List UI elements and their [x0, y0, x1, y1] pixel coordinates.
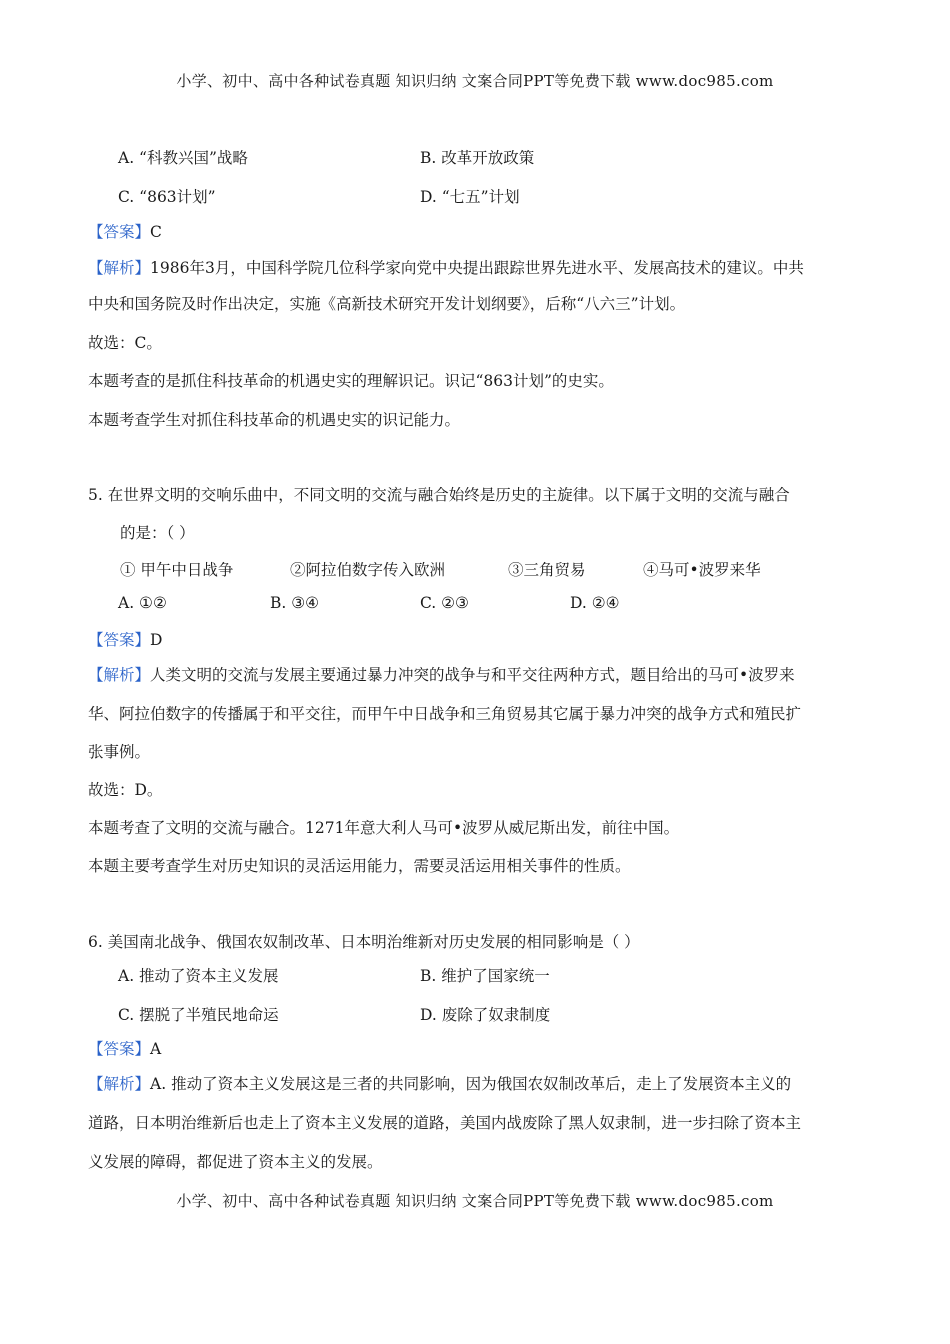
q6-option-b: B. 维护了国家统一 — [420, 967, 550, 985]
answer-value: D — [150, 631, 163, 649]
q6-analysis-line-3: 义发展的障碍，都促进了资本主义的发展。 — [88, 1153, 383, 1171]
q6-answer — [88, 1037, 161, 1059]
page-header: 小学、初中、高中各种试卷真题 知识归纳 文案合同PPT等免费下载 www.doc985.com — [176, 72, 774, 90]
q5-stem-line-2: 的是：（ ） — [120, 524, 195, 542]
q5-choose: 故选：D。 — [88, 781, 163, 799]
answer-tag: 【答案】 — [88, 631, 151, 649]
q6-option-a: A. 推动了资本主义发展 — [118, 967, 279, 985]
q5-option-b: B. ③④ — [270, 594, 320, 612]
q5-item-4: ④马可•波罗来华 — [643, 561, 761, 579]
q4-note-2: 本题考查学生对抓住科技革命的机遇史实的识记能力。 — [88, 411, 461, 429]
q6-option-c: C. 摆脱了半殖民地命运 — [118, 1006, 279, 1024]
q5-note-1: 本题考查了文明的交流与融合。1271年意大利人马可•波罗从威尼斯出发，前往中国。 — [88, 819, 680, 837]
q4-analysis-line-2: 中央和国务院及时作出决定，实施《高新技术研究开发计划纲要》，后称“八六三”计划。 — [88, 295, 686, 313]
q6-analysis-line-2: 道路，日本明治维新后也走上了资本主义发展的道路，美国内战废除了黑人奴隶制，进一步扫除了资本主 — [88, 1114, 802, 1132]
q5-analysis-line-1 — [88, 663, 795, 685]
answer-value: C — [150, 223, 162, 241]
q6-analysis-line-1 — [88, 1072, 791, 1094]
page-footer: 小学、初中、高中各种试卷真题 知识归纳 文案合同PPT等免费下载 www.doc985.com — [176, 1192, 774, 1210]
answer-value: A — [150, 1040, 162, 1058]
q5-option-c: C. ②③ — [420, 594, 469, 612]
q5-answer — [88, 628, 162, 650]
q4-option-c: C. “863计划” — [118, 188, 216, 206]
q5-stem-line-1: 5. 在世界文明的交响乐曲中，不同文明的交流与融合始终是历史的主旋律。以下属于文明的交流与融合 — [88, 486, 790, 504]
q4-note-1: 本题考查的是抓住科技革命的机遇史实的理解识记。识记“863计划”的史实。 — [88, 372, 614, 390]
analysis-text: A. 推动了资本主义发展这是三者的共同影响，因为俄国农奴制改革后，走上了发展资本主义的 — [150, 1075, 792, 1093]
q4-analysis-line-1 — [88, 256, 804, 278]
analysis-tag: 【解析】 — [88, 1075, 151, 1093]
analysis-tag: 【解析】 — [88, 259, 151, 277]
q4-option-d: D. “七五”计划 — [420, 188, 520, 206]
analysis-tag: 【解析】 — [88, 666, 151, 684]
q5-item-3: ③三角贸易 — [508, 561, 586, 579]
q5-analysis-line-2: 华、阿拉伯数字的传播属于和平交往，而甲午中日战争和三角贸易其它属于暴力冲突的战争方式和殖民扩 — [88, 705, 802, 723]
q4-choose: 故选：C。 — [88, 334, 162, 352]
analysis-text: 1986年3月，中国科学院几位科学家向党中央提出跟踪世界先进水平、发展高技术的建议。中共 — [150, 259, 804, 277]
q5-option-a: A. ①② — [118, 594, 167, 612]
answer-tag: 【答案】 — [88, 1040, 151, 1058]
answer-tag: 【答案】 — [88, 223, 151, 241]
q5-analysis-line-3: 张事例。 — [88, 743, 151, 761]
analysis-text: 人类文明的交流与发展主要通过暴力冲突的战争与和平交往两种方式，题目给出的马可•波罗来 — [150, 666, 795, 684]
q5-item-1: ① 甲午中日战争 — [120, 561, 234, 579]
q5-note-2: 本题主要考查学生对历史知识的灵活运用能力，需要灵活运用相关事件的性质。 — [88, 857, 631, 875]
q4-option-a: A. “科教兴国”战略 — [118, 149, 248, 167]
q6-option-d: D. 废除了奴隶制度 — [420, 1006, 551, 1024]
q4-option-b: B. 改革开放政策 — [420, 149, 535, 167]
q5-item-2: ②阿拉伯数字传入欧洲 — [290, 561, 446, 579]
q5-option-d: D. ②④ — [570, 594, 620, 612]
q6-stem: 6. 美国南北战争、俄国农奴制改革、日本明治维新对历史发展的相同影响是（ ） — [88, 933, 640, 951]
q4-answer — [88, 220, 162, 242]
